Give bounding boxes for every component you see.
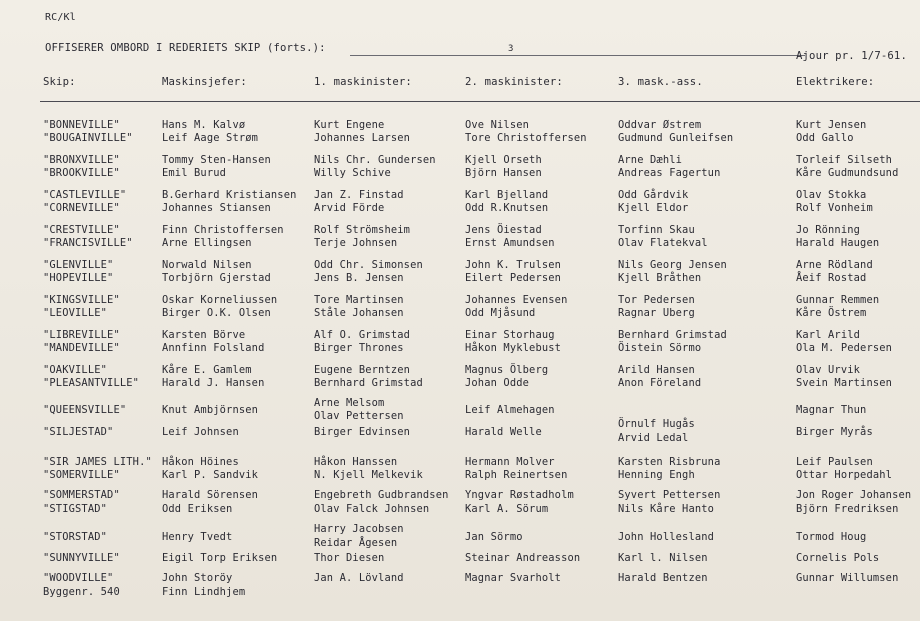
third-engineer: Kjell Eldor (618, 202, 689, 214)
electrician: Jon Roger Johansen (796, 489, 912, 501)
electrician: Torleif Silseth (796, 154, 893, 166)
electrician: Kurt Jensen (796, 119, 867, 131)
electrician: Cornelis Pols (796, 552, 880, 564)
second-engineer: Jan Sörmo (465, 531, 523, 543)
third-engineer: Syvert Pettersen (618, 489, 721, 501)
ship-name: "OAKVILLE" (43, 364, 108, 376)
chief-engineer: Eigil Torp Eriksen (162, 552, 278, 564)
chief-engineer: Birger O.K. Olsen (162, 307, 271, 319)
chief-engineer: Harald J. Hansen (162, 377, 265, 389)
second-engineer: Einar Storhaug (465, 329, 555, 341)
first-engineer: Eugene Berntzen (314, 364, 411, 376)
electrician: Gunnar Willumsen (796, 572, 899, 584)
electrician: Harald Haugen (796, 237, 880, 249)
electrician: Kåre Gudmundsund (796, 167, 899, 179)
document-title: OFFISERER OMBORD I REDERIETS SKIP (forts.): (45, 42, 326, 54)
electrician: Åeif Rostad (796, 272, 867, 284)
chief-engineer: Leif Aage Strøm (162, 132, 259, 144)
ship-name: "CASTLEVILLE" (43, 189, 127, 201)
ship-name: "GLENVILLE" (43, 259, 114, 271)
second-engineer: Magnus Ölberg (465, 364, 549, 376)
electrician: Tormod Houg (796, 531, 867, 543)
second-engineer: Karl A. Sörum (465, 503, 549, 515)
first-engineer: Engebreth Gudbrandsen (314, 489, 449, 501)
electrician: Svein Martinsen (796, 377, 893, 389)
ajour-date: Ajour pr. 1/7-61. (796, 50, 907, 62)
ship-name: "FRANCISVILLE" (43, 237, 133, 249)
first-engineer: Odd Chr. Simonsen (314, 259, 423, 271)
chief-engineer: Harald Sörensen (162, 489, 259, 501)
second-engineer: Odd Mjåsund (465, 307, 536, 319)
chief-engineer: Finn Lindhjem (162, 586, 246, 598)
chief-engineer: Annfinn Folsland (162, 342, 265, 354)
reference-code: RC/Kl (45, 12, 76, 23)
first-engineer: Birger Thrones (314, 342, 404, 354)
third-engineer: Nils Georg Jensen (618, 259, 727, 271)
second-engineer: Johannes Evensen (465, 294, 568, 306)
second-engineer: Jens Öiestad (465, 224, 542, 236)
ship-name: "LIBREVILLE" (43, 329, 120, 341)
electrician: Olav Urvik (796, 364, 861, 376)
second-engineer: Tore Christoffersen (465, 132, 587, 144)
first-engineer: N. Kjell Melkevik (314, 469, 423, 481)
ship-name: "HOPEVILLE" (43, 272, 114, 284)
chief-engineer: Norwald Nilsen (162, 259, 252, 271)
second-engineer: Ernst Amundsen (465, 237, 555, 249)
ship-name: "BOUGAINVILLE" (43, 132, 133, 144)
header-third: 3. mask.-ass. (618, 76, 703, 88)
ship-name: "CORNEVILLE" (43, 202, 120, 214)
first-engineer: Thor Diesen (314, 552, 385, 564)
header-electrician: Elektrikere: (796, 76, 875, 88)
first-engineer: Alf O. Grimstad (314, 329, 411, 341)
third-engineer: Arne Dæhli (618, 154, 683, 166)
first-engineer: Bernhard Grimstad (314, 377, 423, 389)
ship-name: "PLEASANTVILLE" (43, 377, 140, 389)
chief-engineer: John Storöy (162, 572, 233, 584)
header-ship: Skip: (43, 76, 76, 88)
third-engineer: Nils Kåre Hanto (618, 503, 715, 515)
third-engineer: Öistein Sörmo (618, 342, 702, 354)
electrician: Leif Paulsen (796, 456, 873, 468)
ship-name: "STORSTAD" (43, 531, 108, 543)
chief-engineer: Odd Eriksen (162, 503, 233, 515)
first-engineer: Ståle Johansen (314, 307, 404, 319)
second-engineer: Håkon Myklebust (465, 342, 562, 354)
chief-engineer: Torbjörn Gjerstad (162, 272, 271, 284)
third-engineer: Karsten Risbruna (618, 456, 721, 468)
ship-name: "SILJESTAD" (43, 426, 114, 438)
chief-engineer: Kåre E. Gamlem (162, 364, 252, 376)
electrician: Jo Rönning (796, 224, 861, 236)
first-engineer: Reidar Ågesen (314, 537, 398, 549)
second-engineer: Ralph Reinertsen (465, 469, 568, 481)
ship-name: "SOMERVILLE" (43, 469, 120, 481)
first-engineer: Harry Jacobsen (314, 523, 404, 535)
ship-name: "BROOKVILLE" (43, 167, 120, 179)
electrician: Magnar Thun (796, 404, 867, 416)
second-engineer: Leif Almehagen (465, 404, 555, 416)
ship-name: "WOODVILLE" (43, 572, 114, 584)
first-engineer: Nils Chr. Gundersen (314, 154, 436, 166)
page-mark: 3 (508, 44, 514, 54)
third-engineer: Gudmund Gunleifsen (618, 132, 734, 144)
ship-name: "KINGSVILLE" (43, 294, 120, 306)
electrician: Ottar Horpedahl (796, 469, 893, 481)
third-engineer: Tor Pedersen (618, 294, 695, 306)
ship-name: "BONNEVILLE" (43, 119, 120, 131)
ship-name: "SOMMERSTAD" (43, 489, 120, 501)
ship-name: "STIGSTAD" (43, 503, 108, 515)
header-rule (40, 101, 920, 102)
ship-name: "QUEENSVILLE" (43, 404, 127, 416)
third-engineer: Ragnar Uberg (618, 307, 695, 319)
third-engineer: Torfinn Skau (618, 224, 695, 236)
second-engineer: Magnar Svarholt (465, 572, 562, 584)
header-first: 1. maskinister: (314, 76, 412, 88)
second-engineer: Kjell Orseth (465, 154, 542, 166)
first-engineer: Arne Melsom (314, 397, 385, 409)
ship-name: "SUNNYVILLE" (43, 552, 120, 564)
second-engineer: Karl Bjelland (465, 189, 549, 201)
electrician: Karl Arild (796, 329, 861, 341)
build-number: Byggenr. 540 (43, 586, 120, 598)
chief-engineer: Knut Ambjörnsen (162, 404, 259, 416)
third-engineer: Arild Hansen (618, 364, 695, 376)
electrician: Kåre Östrem (796, 307, 867, 319)
third-engineer: Oddvar Østrem (618, 119, 702, 131)
chief-engineer: Emil Burud (162, 167, 227, 179)
first-engineer: Willy Schive (314, 167, 391, 179)
chief-engineer: Hans M. Kalvø (162, 119, 246, 131)
third-engineer: Anon Föreland (618, 377, 702, 389)
third-engineer: Olav Flatekval (618, 237, 708, 249)
first-engineer: Birger Edvinsen (314, 426, 411, 438)
chief-engineer: Håkon Höines (162, 456, 239, 468)
ship-name: "LEOVILLE" (43, 307, 108, 319)
third-engineer: Örnulf Hugås (618, 418, 695, 430)
first-engineer: Jan A. Lövland (314, 572, 404, 584)
electrician: Birger Myrås (796, 426, 873, 438)
header-second: 2. maskinister: (465, 76, 563, 88)
chief-engineer: Finn Christoffersen (162, 224, 284, 236)
first-engineer: Håkon Hanssen (314, 456, 398, 468)
chief-engineer: Henry Tvedt (162, 531, 233, 543)
electrician: Odd Gallo (796, 132, 854, 144)
chief-engineer: Arne Ellingsen (162, 237, 252, 249)
ship-name: "BRONXVILLE" (43, 154, 120, 166)
electrician: Olav Stokka (796, 189, 867, 201)
first-engineer: Olav Falck Johnsen (314, 503, 430, 515)
first-engineer: Kurt Engene (314, 119, 385, 131)
electrician: Björn Fredriksen (796, 503, 899, 515)
chief-engineer: Johannes Stiansen (162, 202, 271, 214)
third-engineer: Andreas Fagertun (618, 167, 721, 179)
second-engineer: Björn Hansen (465, 167, 542, 179)
first-engineer: Johannes Larsen (314, 132, 411, 144)
electrician: Ola M. Pedersen (796, 342, 893, 354)
electrician: Gunnar Remmen (796, 294, 880, 306)
third-engineer: Kjell Bråthen (618, 272, 702, 284)
ship-name: "SIR JAMES LITH." (43, 456, 152, 468)
chief-engineer: B.Gerhard Kristiansen (162, 189, 297, 201)
second-engineer: Yngvar Røstadholm (465, 489, 574, 501)
electrician: Rolf Vonheim (796, 202, 873, 214)
first-engineer: Tore Martinsen (314, 294, 404, 306)
first-engineer: Rolf Strömsheim (314, 224, 411, 236)
chief-engineer: Leif Johnsen (162, 426, 239, 438)
second-engineer: John K. Trulsen (465, 259, 562, 271)
third-engineer: Bernhard Grimstad (618, 329, 727, 341)
second-engineer: Hermann Molver (465, 456, 555, 468)
second-engineer: Harald Welle (465, 426, 542, 438)
header-chief: Maskinsjefer: (162, 76, 247, 88)
chief-engineer: Karl P. Sandvik (162, 469, 259, 481)
first-engineer: Terje Johnsen (314, 237, 398, 249)
chief-engineer: Karsten Börve (162, 329, 246, 341)
third-engineer: Karl l. Nilsen (618, 552, 708, 564)
second-engineer: Ove Nilsen (465, 119, 530, 131)
first-engineer: Jens B. Jensen (314, 272, 404, 284)
third-engineer: Harald Bentzen (618, 572, 708, 584)
first-engineer: Jan Z. Finstad (314, 189, 404, 201)
second-engineer: Johan Odde (465, 377, 530, 389)
chief-engineer: Oskar Korneliussen (162, 294, 278, 306)
ship-name: "CRESTVILLE" (43, 224, 120, 236)
third-engineer: Henning Engh (618, 469, 695, 481)
third-engineer: John Hollesland (618, 531, 715, 543)
electrician: Arne Rödland (796, 259, 873, 271)
second-engineer: Eilert Pedersen (465, 272, 562, 284)
chief-engineer: Tommy Sten-Hansen (162, 154, 271, 166)
second-engineer: Steinar Andreasson (465, 552, 581, 564)
first-engineer: Olav Pettersen (314, 410, 404, 422)
title-underline (350, 55, 805, 56)
third-engineer: Arvid Ledal (618, 432, 689, 444)
third-engineer: Odd Gårdvik (618, 189, 689, 201)
second-engineer: Odd R.Knutsen (465, 202, 549, 214)
first-engineer: Arvid Förde (314, 202, 385, 214)
ship-name: "MANDEVILLE" (43, 342, 120, 354)
